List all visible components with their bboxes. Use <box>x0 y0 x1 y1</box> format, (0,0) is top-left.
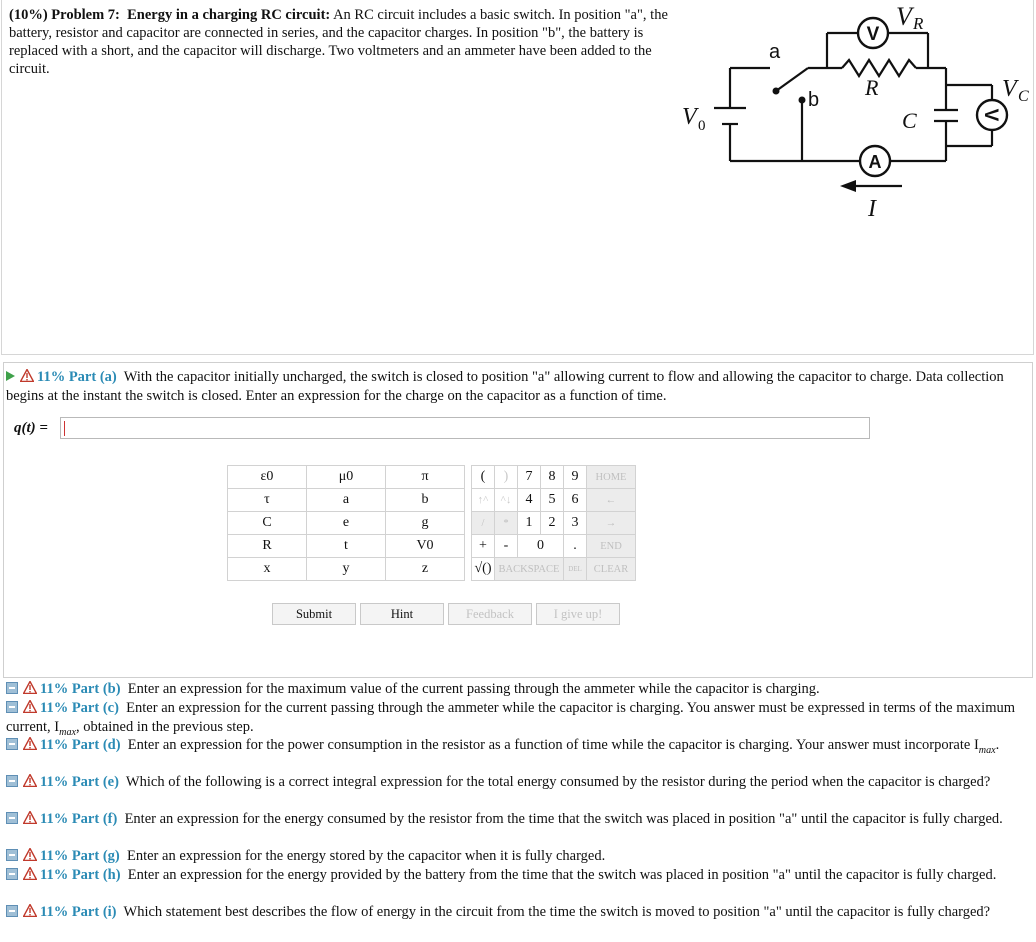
part-row[interactable] <box>6 680 1031 699</box>
key-t[interactable]: t <box>307 535 386 558</box>
current-arrow-icon <box>840 180 856 192</box>
answer-label: q(t) = <box>14 420 48 436</box>
part-head: 11% Part (d) <box>40 737 121 753</box>
key-clear[interactable]: CLEAR <box>587 558 636 581</box>
switch-a-label: a <box>769 41 781 63</box>
part-text: Enter an expression for the energy stored by the capacitor when it is fully charged. <box>126 848 606 864</box>
warning-icon <box>23 867 37 880</box>
expand-icon[interactable] <box>6 868 18 880</box>
key-R[interactable]: R <box>228 535 307 558</box>
part-text: Enter an expression for the current passing through the ammeter while the capacitor is charging. You answer must be expressed in terms of the maximum current, I <box>6 700 1016 735</box>
expand-icon[interactable] <box>6 812 18 824</box>
key-tau[interactable]: τ <box>228 489 307 512</box>
answer-input[interactable] <box>60 417 870 439</box>
key-y[interactable]: y <box>307 558 386 581</box>
key-backspace[interactable]: BACKSPACE <box>495 558 564 581</box>
key-8[interactable]: 8 <box>541 466 564 489</box>
warning-icon <box>20 369 34 382</box>
part-a-prompt <box>6 368 1031 405</box>
key-V0[interactable]: V0 <box>386 535 465 558</box>
key-z[interactable]: z <box>386 558 465 581</box>
part-text-tail: . <box>995 737 1000 753</box>
vc-sub-label: C <box>1018 88 1029 105</box>
part-text: Which of the following is a correct integral expression for the total energy consumed by the resistor during the period when the capacitor is charged? <box>125 774 991 790</box>
key-open-paren[interactable]: ( <box>472 466 495 489</box>
problem-statement <box>9 6 674 78</box>
key-decimal[interactable]: . <box>564 535 587 558</box>
part-row[interactable] <box>6 773 1031 792</box>
part-text: Enter an expression for the power consumption in the resistor as a function of time while the capacitor is charging. Your answer must incorporate I <box>127 737 979 753</box>
warning-icon <box>23 848 37 861</box>
part-row[interactable] <box>6 866 1031 885</box>
part-text: Enter an expression for the energy consumed by the resistor from the time that the switch was placed in position "a" until the capacitor is fully charged. <box>124 811 1003 827</box>
key-end[interactable]: END <box>587 535 636 558</box>
resistor-label: R <box>865 75 879 100</box>
key-left-arrow[interactable]: ← <box>587 489 636 512</box>
v0-label: V <box>682 104 697 130</box>
key-7[interactable]: 7 <box>518 466 541 489</box>
key-5[interactable]: 5 <box>541 489 564 512</box>
key-minus[interactable]: - <box>495 535 518 558</box>
switch-b-label: b <box>808 89 820 111</box>
circuit-diagram <box>672 0 1036 225</box>
warning-icon <box>23 774 37 787</box>
vr-sub-label: R <box>913 14 924 33</box>
give-up-button[interactable]: I give up! <box>536 603 620 625</box>
expand-icon[interactable] <box>6 775 18 787</box>
expand-icon[interactable] <box>6 849 18 861</box>
warning-icon <box>23 904 37 917</box>
part-head: 11% Part (h) <box>40 867 121 883</box>
key-x[interactable]: x <box>228 558 307 581</box>
key-subscript[interactable]: ^↓ <box>495 489 518 512</box>
key-right-arrow[interactable]: → <box>587 512 636 535</box>
part-row[interactable] <box>6 903 1031 922</box>
part-row[interactable] <box>6 847 1031 866</box>
key-e[interactable]: e <box>307 512 386 535</box>
part-head: 11% Part (f) <box>40 811 118 827</box>
voltmeter-c-label: V <box>980 108 1001 122</box>
part-row[interactable] <box>6 810 1031 829</box>
warning-icon <box>23 681 37 694</box>
key-superscript[interactable]: ↑^ <box>472 489 495 512</box>
part-text: Enter an expression for the maximum value of the current passing through the ammeter while the capacitor is charging. <box>127 681 820 697</box>
key-C[interactable]: C <box>228 512 307 535</box>
key-a[interactable]: a <box>307 489 386 512</box>
key-plus[interactable]: + <box>472 535 495 558</box>
hint-button[interactable]: Hint <box>360 603 444 625</box>
key-4[interactable]: 4 <box>518 489 541 512</box>
problem-body: An RC circuit includes a basic switch. In position "a", the battery, resistor and capacitor are connected in series, and the capacitor charges. In position "b", the battery is replaced with a short, and the capacitor will discharge. Two voltmeters and an ammeter have been added to the circuit. <box>9 7 668 77</box>
key-g[interactable]: g <box>386 512 465 535</box>
key-6[interactable]: 6 <box>564 489 587 512</box>
part-text-tail: , obtained in the previous step. <box>76 718 254 735</box>
vc-label: V <box>1002 76 1017 102</box>
v0-sub-label: 0 <box>698 118 706 134</box>
vr-label: V <box>896 2 912 31</box>
part-head: 11% Part (c) <box>40 700 119 716</box>
warning-icon <box>23 737 37 750</box>
ammeter-label: A <box>868 152 882 172</box>
part-text-sub: max <box>59 726 77 738</box>
key-0[interactable]: 0 <box>518 535 564 558</box>
part-head: 11% Part (g) <box>40 848 120 864</box>
part-head: 11% Part (e) <box>40 774 119 790</box>
key-divide[interactable]: / <box>472 512 495 535</box>
key-multiply[interactable]: * <box>495 512 518 535</box>
key-close-paren[interactable]: ) <box>495 466 518 489</box>
expand-icon[interactable] <box>6 701 18 713</box>
key-1[interactable]: 1 <box>518 512 541 535</box>
key-mu0[interactable]: μ0 <box>307 466 386 489</box>
warning-icon <box>23 700 37 713</box>
play-icon[interactable] <box>6 371 15 381</box>
part-text: Which statement best describes the flow of energy in the circuit from the time the switch is moved to position "a" until the capacitor is fully charged? <box>123 904 991 920</box>
warning-icon <box>23 811 37 824</box>
part-text-sub: max <box>978 744 996 756</box>
problem-title: Energy in a charging RC circuit: <box>127 7 331 23</box>
part-text: Enter an expression for the energy provided by the battery from the time that the switch was placed in position "a" until the capacitor is fully charged. <box>127 867 997 883</box>
part-head: 11% Part (b) <box>40 681 121 697</box>
key-2[interactable]: 2 <box>541 512 564 535</box>
part-head: 11% Part (i) <box>40 904 117 920</box>
key-home[interactable]: HOME <box>587 466 636 489</box>
part-a-text: With the capacitor initially uncharged, the switch is closed to position "a" allowing current to flow and allowing the capacitor to charge. Data collection begins at the instant the switch is closed. Enter an expression for the charge on the capacitor as a function of time. <box>6 369 1004 404</box>
expand-icon[interactable] <box>6 682 18 694</box>
feedback-button[interactable]: Feedback <box>448 603 532 625</box>
part-row[interactable] <box>6 736 1031 760</box>
voltmeter-r-label: V <box>866 24 880 45</box>
capacitor-label: C <box>902 108 917 133</box>
text-caret <box>64 421 65 436</box>
key-pi[interactable]: π <box>386 466 465 489</box>
key-3[interactable]: 3 <box>564 512 587 535</box>
keypad <box>227 465 636 581</box>
problem-panel <box>1 0 1034 355</box>
current-label: I <box>868 196 876 222</box>
expand-icon[interactable] <box>6 738 18 750</box>
key-sqrt[interactable]: √() <box>472 558 495 581</box>
key-b[interactable]: b <box>386 489 465 512</box>
key-epsilon0[interactable]: ε0 <box>228 466 307 489</box>
expand-icon[interactable] <box>6 905 18 917</box>
problem-header: (10%) Problem 7: <box>9 7 120 23</box>
submit-button[interactable]: Submit <box>272 603 356 625</box>
part-a-head: 11% Part (a) <box>37 369 117 385</box>
key-del[interactable]: DEL <box>564 558 587 581</box>
key-9[interactable]: 9 <box>564 466 587 489</box>
